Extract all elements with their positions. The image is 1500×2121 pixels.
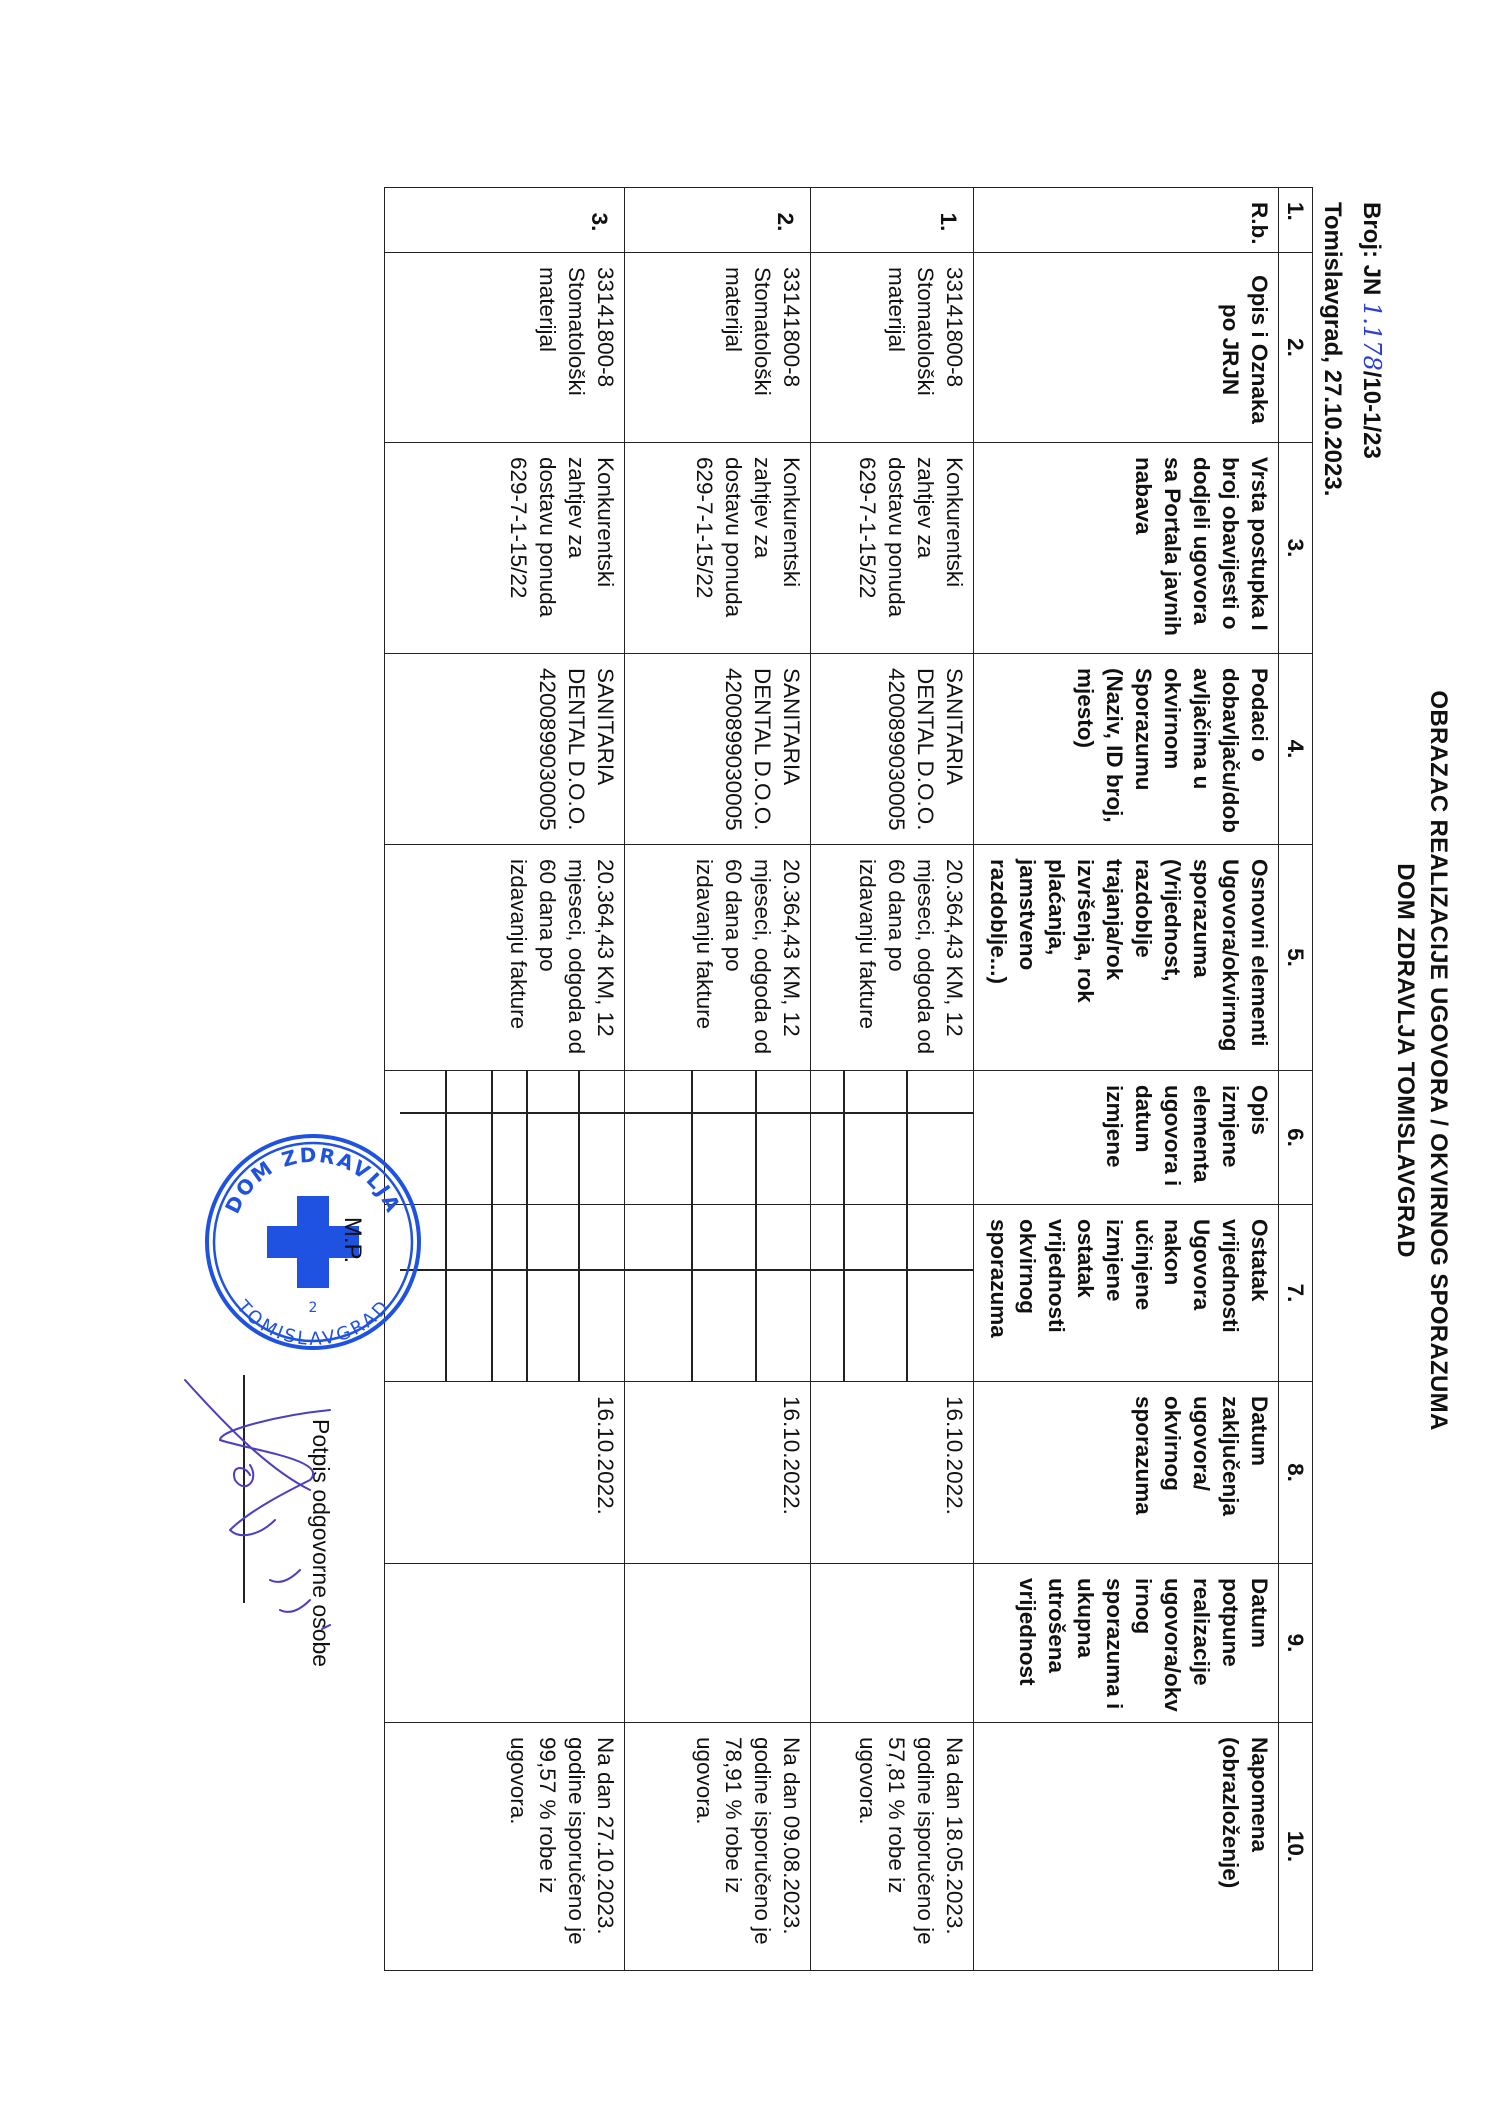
header-postupak: Vrsta postupka I broj obavijesti o dodjeli ugovora sa Portala javnih nabava: [974, 443, 1279, 654]
place-and-date: Tomislavgrad, 27.10.2023.: [1319, 202, 1346, 497]
subgrid-line: [400, 1269, 974, 1271]
reference-prefix: Broj: JN: [1358, 202, 1385, 303]
cell-postupak: Konkurentski zahtjev za dostavu ponuda 629-7-1-15/22: [811, 443, 974, 654]
cell-datum-zakljucenja: 16.10.2022.: [385, 1382, 625, 1564]
cell-datum-realizacije: [385, 1564, 625, 1723]
cell-dobavljac: SANITARIA DENTAL D.O.O. 4200899030005: [811, 654, 974, 845]
row-number: 2.: [625, 188, 811, 253]
cell-datum-zakljucenja: 16.10.2022.: [625, 1382, 811, 1564]
cell-napomena: Na dan 09.08.2023. godine isporučeno je 78,91 % robe iz ugovora.: [625, 1723, 811, 1971]
cell-elementi: 20.364,43 KM, 12 mjeseci, odgoda od 60 dana po izdavanju fakture: [385, 845, 625, 1071]
institution-name: DOM ZDRAVLJA TOMISLAVGRAD: [1392, 863, 1419, 1258]
header-napomena: Napomena (obrazloženje): [974, 1723, 1279, 1971]
column-number: 6.: [1279, 1071, 1313, 1205]
header-datum-realizacije: Datum potpune realizacije ugovora/okv irnog sporazuma i ukupna utrošena vrijednost: [974, 1564, 1279, 1723]
cell-opis: 33141800-8 Stomatološki materijal: [385, 253, 625, 443]
handwritten-number: 1.178: [1358, 302, 1386, 371]
header-row: [974, 188, 1279, 1971]
header-izmjena: Opis izmjene elementa ugovora i datum izmjene: [974, 1071, 1279, 1205]
reference-number: [1357, 202, 1386, 459]
table-row: [625, 188, 811, 1971]
cell-dobavljac: SANITARIA DENTAL D.O.O. 4200899030005: [625, 654, 811, 845]
cell-postupak: Konkurentski zahtjev za dostavu ponuda 629-7-1-15/22: [625, 443, 811, 654]
cell-opis: 33141800-8 Stomatološki materijal: [625, 253, 811, 443]
header-elementi: Osnovni elementi Ugovora/okvirnog sporazuma (Vrijednost, razdoblje trajanja/rok izvršenja, rok plaćanja, jamstveno razdoblje...): [974, 845, 1279, 1071]
subgrid-line: [491, 1070, 493, 1381]
subgrid-line: [400, 1112, 974, 1114]
subgrid-line: [906, 1070, 908, 1381]
handwritten-signature: [170, 1370, 370, 1670]
subgrid-line: [691, 1070, 693, 1381]
document-title: OBRAZAC REALIZACIJE UGOVORA / OKVIRNOG SPORAZUMA: [1425, 690, 1452, 1431]
cell-ostatak: [625, 1205, 811, 1382]
stamp-mp-label: M.P.: [339, 1216, 366, 1264]
subgrid-line: [526, 1070, 528, 1381]
official-stamp: [201, 1130, 425, 1354]
table-row: [385, 188, 625, 1971]
cell-datum-realizacije: [811, 1564, 974, 1723]
cell-datum-realizacije: [625, 1564, 811, 1723]
column-number: 9.: [1279, 1564, 1313, 1723]
stamp-bottom-text: TOMISLAVGRAD: [232, 1296, 394, 1350]
subgrid-line: [843, 1070, 845, 1381]
column-number: 8.: [1279, 1382, 1313, 1564]
stamp-top-text: DOM ZDRAVLJA: [220, 1142, 406, 1218]
reference-suffix: /10-1/23: [1358, 370, 1385, 459]
column-number: 5.: [1279, 845, 1313, 1071]
column-number: 2.: [1279, 253, 1313, 443]
cell-opis: 33141800-8 Stomatološki materijal: [811, 253, 974, 443]
subgrid-line: [445, 1070, 447, 1381]
subgrid-line: [755, 1070, 757, 1381]
header-rb: R.b.: [974, 188, 1279, 253]
signature-label: Potpis odgovorne osobe: [308, 1419, 334, 1668]
header-opis: Opis i Oznaka po JRJN: [974, 253, 1279, 443]
cell-izmjena: [811, 1071, 974, 1205]
cell-datum-zakljucenja: 16.10.2022.: [811, 1382, 974, 1564]
row-number: 1.: [811, 188, 974, 253]
contracts-table: [384, 187, 1313, 1971]
cell-napomena: Na dan 27.10.2023. godine isporučeno je 99,57 % robe iz ugovora.: [385, 1723, 625, 1971]
subgrid-line: [578, 1070, 580, 1381]
cell-napomena: Na dan 18.05.2023. godine isporučeno je 57,81 % robe iz ugovora.: [811, 1723, 974, 1971]
cell-dobavljac: SANITARIA DENTAL D.O.O. 4200899030005: [385, 654, 625, 845]
column-number: 1.: [1279, 188, 1313, 253]
row-number: 3.: [385, 188, 625, 253]
stamp-number: 2: [308, 1300, 318, 1316]
cell-elementi: 20.364,43 KM, 12 mjeseci, odgoda od 60 dana po izdavanju fakture: [625, 845, 811, 1071]
column-number: 4.: [1279, 654, 1313, 845]
cell-elementi: 20.364,43 KM, 12 mjeseci, odgoda od 60 dana po izdavanju fakture: [811, 845, 974, 1071]
column-number: 7.: [1279, 1205, 1313, 1382]
table-row: [811, 188, 974, 1971]
cell-postupak: Konkurentski zahtjev za dostavu ponuda 629-7-1-15/22: [385, 443, 625, 654]
cell-izmjena: [625, 1071, 811, 1205]
column-number-row: [1279, 188, 1313, 1971]
column-number: 10.: [1279, 1723, 1313, 1971]
header-dobavljac: Podaci o dobavljaču/dob avljačima u okvirnom Sporazumu (Naziv, ID broj, mjesto): [974, 654, 1279, 845]
header-datum-zakljucenja: Datum zaključenja ugovora/ okvirnog sporazuma: [974, 1382, 1279, 1564]
column-number: 3.: [1279, 443, 1313, 654]
cell-ostatak: [811, 1205, 974, 1382]
header-ostatak: Ostatak vrijednosti Ugovora nakon učinjene izmjene ostatak vrijednosti okvirnog sporazuma: [974, 1205, 1279, 1382]
